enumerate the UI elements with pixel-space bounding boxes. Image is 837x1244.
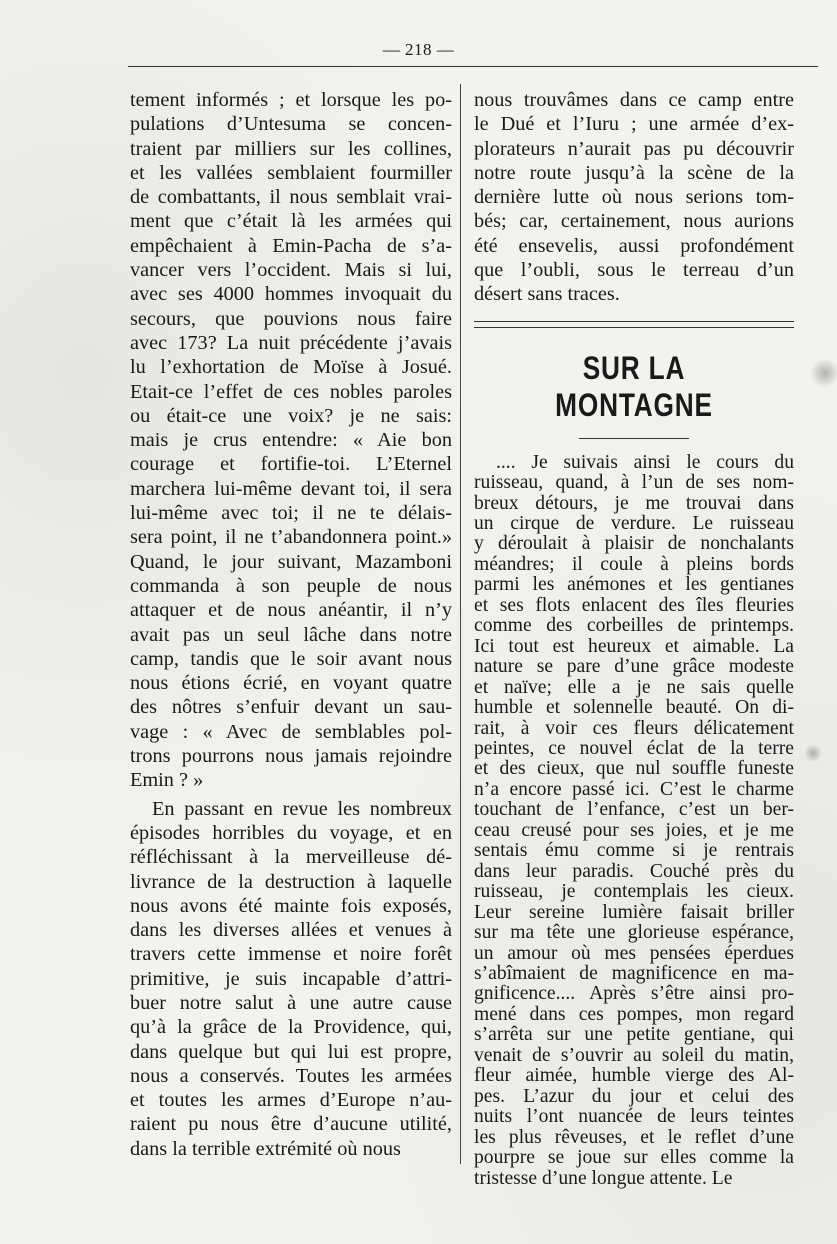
text-line: lui-même avec toi; il ne te délais- [130, 502, 452, 525]
column-divider [460, 84, 461, 1164]
text-line: ment que c’était là les armées qui [130, 210, 452, 233]
text-line: nous avons été mainte fois exposés, [130, 894, 452, 917]
text-line: nature se pare d’une grâce modeste [474, 656, 794, 678]
text-line: Emin ? » [130, 769, 204, 792]
text-line: Leur sereine lumière faisait briller [474, 901, 794, 923]
text-line: ou était-ce une voix? je ne sais: [130, 404, 452, 427]
paragraph [130, 797, 452, 1161]
text-line: notre route jusqu’à la scène de la [474, 161, 794, 184]
text-line: bés; car, certainement, nous aurions [474, 210, 794, 233]
text-line: En passant en revue les nombreux [152, 797, 452, 820]
ink-smudge [810, 358, 837, 388]
text-line: trons pourrons nous jamais rejoindre [130, 745, 452, 768]
text-line: réfléchissant à la merveilleuse dé- [130, 846, 452, 869]
text-line: avait pas un seul lâche dans notre [130, 623, 452, 646]
text-line: dans quelque but qui lui est propre, [130, 1040, 452, 1063]
header-rule [128, 66, 818, 67]
text-line: s’arrêta sur une petite gentiane, qui [474, 1024, 794, 1046]
text-line: un cirque de verdure. Le ruisseau [474, 513, 794, 535]
text-line: commanda à son peuple de nous [130, 574, 452, 597]
text-line: des nôtres s’enfuir devant un sau- [130, 696, 452, 719]
text-line: et des cieux, que nul souffle funeste [474, 758, 794, 780]
text-line: .... Je suivais ainsi le cours du [496, 451, 794, 473]
text-line: touchant de l’enfance, c’est un ber- [474, 799, 794, 821]
text-line: vage : « Avec de semblables pol- [130, 720, 452, 743]
text-line: peintes, ce nouvel éclat de la terre [474, 738, 794, 760]
text-line: plorateurs n’aurait pas pu découvrir [474, 137, 794, 160]
text-line: que l’oubli, sous le terreau d’un [474, 259, 794, 282]
text-line: Etait-ce l’effet de ces nobles paroles [130, 380, 452, 403]
text-line: lu l’exhortation de Moïse à Josué. [130, 356, 452, 379]
text-line: un amour où mes pensées éperdues [474, 942, 794, 964]
text-line: qu’à la grâce de la Providence, qui, [130, 1016, 452, 1039]
text-line: s’abîmaient de magnificence en ma- [474, 963, 794, 984]
text-line: les plus rêveuses, et le reflet d’une [474, 1126, 794, 1148]
text-line: n’a encore passé ici. C’est le charme [474, 778, 794, 800]
text-line: dans la terrible extrémité où nous [130, 1137, 401, 1160]
text-line: parmi les anémones et les gentianes [474, 574, 794, 596]
text-line: de combattants, il nous semblait vrai- [130, 186, 452, 209]
text-line: dernière lutte où nous serions tom- [474, 186, 794, 209]
section-body [474, 453, 794, 1189]
text-line: avec 173? La nuit précédente j’avais [130, 331, 452, 354]
text-line: avec ses 4000 hommes invoquait du [130, 283, 452, 306]
text-line: Quand, le jour suivant, Mazamboni [130, 550, 452, 573]
text-line: venait de s’ouvrir au soleil du matin, [474, 1044, 794, 1066]
text-line: Ici tout est heureux et aimable. La [474, 635, 794, 657]
text-line: humble et solennelle beauté. On di- [474, 697, 794, 719]
text-line: ceau creusé pour ses joies, et je me [474, 819, 794, 841]
text-line: vancer vers l’occident. Mais si lui, [130, 259, 452, 282]
text-line: nous a conservés. Toutes les armées [130, 1064, 452, 1087]
text-line: et les vallées semblaient fourmiller [130, 161, 452, 184]
text-line: nuits l’ont nuancée de leurs teintes [474, 1106, 794, 1128]
text-line: raient pu nous être d’aucune utilité, [130, 1113, 452, 1136]
text-line: pourpre se joue sur elles comme la [474, 1147, 794, 1169]
text-line: rait, à voir ces fleurs délicatement [474, 717, 794, 739]
text-line: mené dans ces pompes, mon regard [474, 1003, 794, 1025]
title-underline [579, 438, 689, 439]
text-line: épisodes horribles du voyage, et en [130, 821, 452, 844]
text-line: pes. L’azur du jour et celui des [474, 1085, 794, 1107]
text-line: dans les diverses allées et venues à [130, 919, 452, 942]
text-line: breux détours, je me trouvai dans [474, 492, 794, 514]
text-line: mais je crus entendre: « Aie bon [130, 429, 452, 452]
section-separator [474, 321, 794, 328]
paragraph [130, 88, 452, 793]
right-column [474, 88, 794, 1189]
text-line: camp, tandis que le soir avant nous [130, 647, 452, 670]
text-line: comme des corbeilles de printemps. [474, 615, 794, 637]
text-line: le Dué et l’Iuru ; une armée d’ex- [474, 113, 794, 136]
text-line: désert sans traces. [474, 283, 620, 306]
right-intro [474, 88, 794, 307]
text-line: fleur aimée, humble vierge des Al- [474, 1065, 794, 1087]
text-line: nous trouvâmes dans ce camp entre [474, 89, 794, 111]
text-line: tement informés ; et lorsque les po- [130, 89, 452, 111]
text-line: secours, que pouvions nous faire [130, 307, 452, 330]
text-line: sur ma tête une glorieuse espérance, [474, 922, 794, 944]
text-line: buer notre salut à une autre cause [130, 991, 452, 1014]
text-line: ruisseau, quand, à l’un de ses nom- [474, 472, 794, 494]
text-line: y déroulait à plaisir de nonchalants [474, 533, 794, 555]
text-line: sera point, il ne t’abandonnera point.» [130, 526, 452, 549]
text-line: attaquer et de nous anéantir, il n’y [130, 599, 452, 622]
text-line: et naïve; elle a je ne sais quelle [474, 676, 794, 698]
text-line: marchera lui-même devant toi, il sera [130, 477, 452, 500]
text-line: méandres; il coule à pleins bords [474, 553, 794, 575]
text-line: pulations d’Untesuma se concen- [130, 113, 452, 136]
text-line: nous étions écrié, en voyant quatre [130, 672, 452, 695]
ink-smudge [804, 744, 822, 762]
text-line: ruisseau, je contemplais les cieux. [474, 881, 794, 903]
text-line: travers cette immense et noire forêt [130, 943, 452, 966]
text-line: dans leur paradis. Couché près du [474, 860, 794, 882]
text-line: sentais ému comme si je rentrais [474, 840, 794, 862]
text-line: traient par milliers sur les collines, [130, 137, 452, 160]
text-line: livrance de la destruction à laquelle [130, 870, 452, 893]
text-line: empêchaient à Emin-Pacha de s’a- [130, 234, 452, 257]
section-title: SUR LA MONTAGNE [555, 349, 713, 423]
left-column [130, 88, 452, 1161]
text-line: courage et fortifie-toi. L’Eternel [130, 453, 452, 476]
text-line: tristesse d’une longue attente. Le [474, 1167, 733, 1189]
text-line: et ses flots enlacent des îles fleuries [474, 594, 794, 616]
text-line: et toutes les armes d’Europe n’au- [130, 1089, 452, 1112]
text-line: été ensevelis, aussi profondément [474, 234, 794, 257]
page-number: — 218 — [382, 40, 455, 59]
text-line: primitive, je suis incapable d’attri- [130, 967, 452, 990]
text-line: gnificence.... Après s’être ainsi pro- [474, 983, 794, 1005]
